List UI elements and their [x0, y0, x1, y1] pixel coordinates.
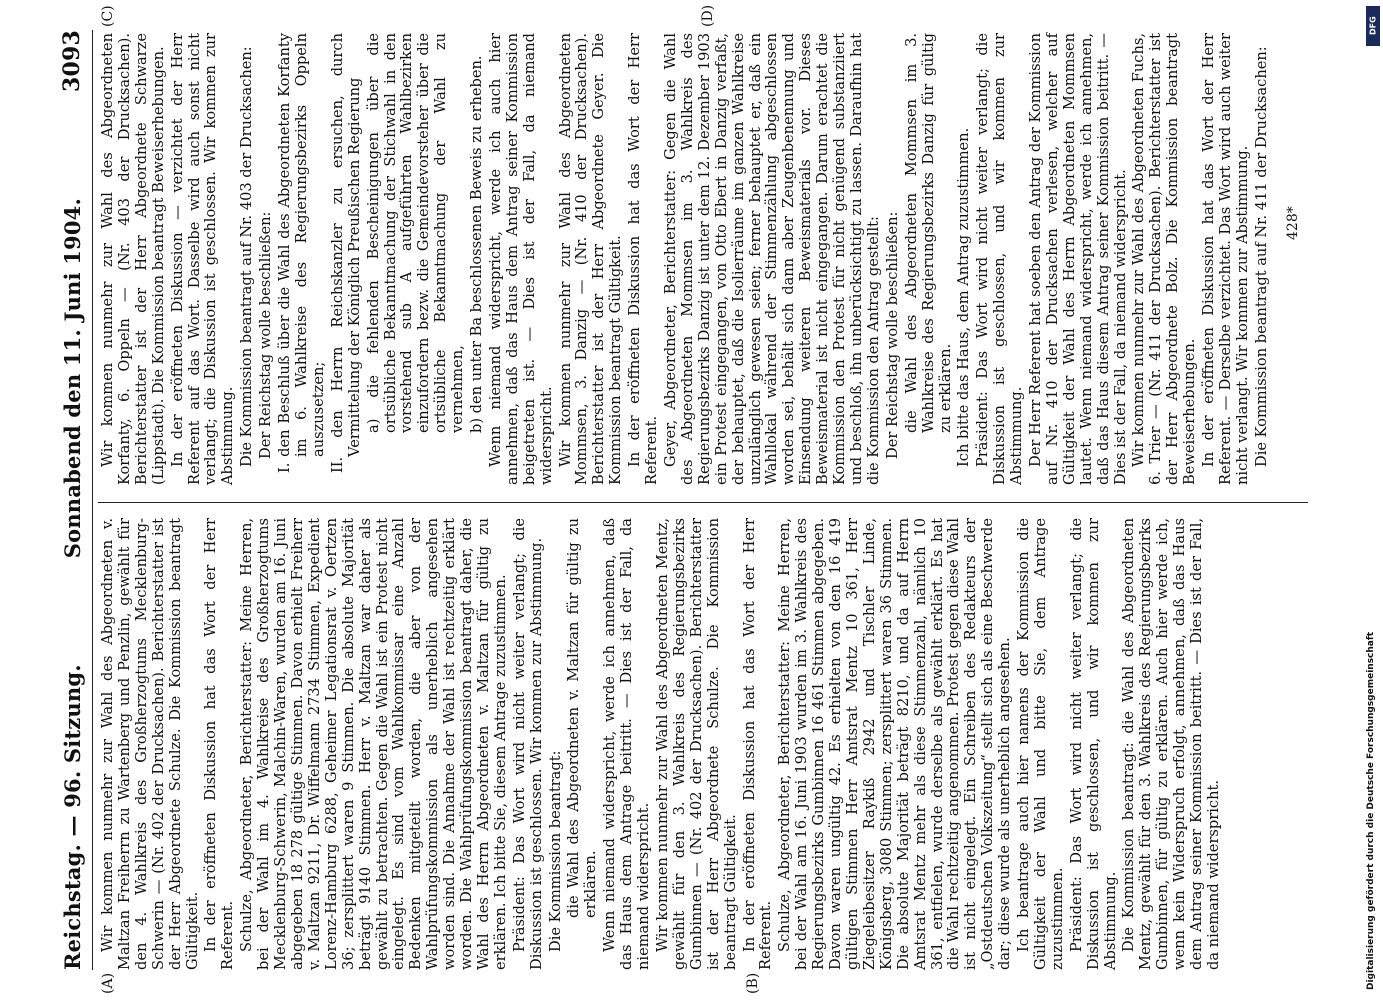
- paragraph: Wir kommen nunmehr zur Wahl des Abgeordneten v. Maltzan Freiherrn zu Wartenberg und Penzlin, gewählt für den 4. Wahlkreis des Großherzogtums Mecklenburg-Schwerin — (Nr. 402 der Drucksachen). Berichterstatter ist der Herr Abgeordnete Schulze. Die Kommission beantragt Gültigkeit.: [99, 518, 201, 970]
- paragraph: Schulze, Abgeordneter, Berichterstatter: Meine Herren, bei der Wahl am 16. Juni 1903 wurden im 3. Wahlkreis des Regierungsbezirks Gumbinnen 16 461 Stimmen abgegeben. Davon waren ungültig 42. Es erhielten von den 16 419 gültigen Stimmen Herr Amtsrat Mentz 10 361, Herr Ziegeleibesitzer Raykiß 2942 und Tischler Linde, Königsberg, 3080 Stimmen; zersplittert waren 36 Stimmen. Die absolute Majorität beträgt 8210, und da auf Herrn Amtsrat Mentz mehr als diese Stimmenzahl, nämlich 10 361, entfielen, wurde derselbe als gewählt erklärt. Es hat die Wahl rechtzeitig angenommen. Protest gegen diese Wahl ist nicht eingelegt. Ein Schreiben des Redakteurs der „Ostdeutschen Volkszeitung“ stellt sich als eine Beschwerde dar; diese wurde als unerheblich angesehen.: [776, 518, 1014, 970]
- digitization-credit: Digitalisierung gefördert durch die Deutsche Forschungsgemeinschaft: [1366, 631, 1376, 990]
- paragraph: In der eröffneten Diskussion hat das Wort der Herr Referent.: [626, 33, 661, 485]
- paragraph: Die Kommission beantragt:: [546, 750, 564, 952]
- margin-mark-a: (A): [100, 972, 116, 994]
- paragraph: Wenn niemand widerspricht, werde ich auch hier annehmen, daß das Haus dem Antrag seiner Kommission beigetreten ist. — Dies ist der Fall, da niemand widerspricht.: [486, 33, 555, 485]
- paragraph: Der Reichstag wolle beschließen:: [257, 211, 275, 459]
- paragraph: I. den Beschluß über die Wahl des Abgeordneten Korfanty im 6. Wahlkreise des Regierungsbezirks Oppeln auszusetzen;: [276, 33, 327, 473]
- page-number: 3093: [59, 30, 85, 93]
- paragraph: Der Reichstag wolle beschließen:: [883, 211, 901, 459]
- paragraph: Wir kommen nunmehr zur Wahl des Abgeordneten Mentz, gewählt für den 3. Wahlkreis des Regierungsbezirks Gumbinnen — (Nr. 402 der Drucksachen). Berichterstatter ist der Herr Abgeordnete Schulze. Die Kommission beantragt Gültigkeit.: [654, 518, 739, 970]
- paragraph: Schulze, Abgeordneter, Berichterstatter: Meine Herren, bei der Wahl im 4. Wahlkreise des Großherzogtums Mecklenburg-Schwerin, Malchin-Waren, wurden am 16. Juni abgegeben 18 278 gültige Stimmen. Davon erhielt Freiherr v. Maltzan 9211, Dr. Wiffelmann 2734 Stimmen, Expedient Lorenz-Hamburg 6288, Geheimer Legationsrat v. Oertzen 36; zersplittert waren 9 Stimmen. Die absolute Majorität beträgt 9140 Stimmen. Herr v. Maltzan war daher als gewählt zu betrachten. Gegen die Wahl ist ein Protest nicht eingelegt. Es sind vom Wahlkommissar eine Anzahl Bedenken mitgeteilt worden, die aber von der Wahlprüfungskommission als unerheblich angesehen worden sind. Die Annahme der Wahl ist rechtzeitig erklärt worden. Die Wahlprüfungskommission beantragt daher, die Wahl des Herrn Abgeordneten v. Maltzan für gültig zu erklären. Ich bitte Sie, diesem Antrage zuzustimmen.: [238, 518, 509, 970]
- margin-mark-b: (B): [745, 972, 761, 994]
- paragraph: Ich bitte das Haus, dem Antrag zuzustimmen.: [955, 127, 973, 467]
- right-column: [100, 33, 1273, 485]
- paragraph: Wenn niemand widerspricht, werde ich annehmen, daß das Haus dem Antrage beitritt. — Dies ist der Fall, da niemand widerspricht.: [601, 518, 653, 970]
- paragraph: Wir kommen nunmehr zur Wahl des Abgeordneten Mommsen, 3. Danzig — (Nr. 410 der Drucksachen). Berichterstatter ist der Herr Abgeordnete Geyer. Die Kommission beantragt Gültigkeit.: [556, 33, 625, 485]
- paragraph: Die Kommission beantragt: die Wahl des Abgeordneten Mentz, gewählt für den 3. Wahlkreis des Regierungsbezirks Gumbinnen, für gültig zu erklären. Auch hier werde ich, wenn kein Widerspruch erfolgt, annehmen, daß das Haus dem Antrag seiner Kommission beitritt. — Dies ist der Fall, da niemand widerspricht.: [1120, 518, 1222, 970]
- digitization-sidebar: [1366, 6, 1380, 1000]
- header-left: Reichstag. — 96. Sitzung.: [59, 664, 85, 970]
- signature-mark: 428*: [1285, 206, 1301, 240]
- header-rule: [92, 30, 93, 970]
- paragraph: a) die fehlenden Bescheinigungen über die ortsübliche Bekanntmachung der Stichwahl in den vorstehend sub A aufgeführten Wahlbezirken einzufordern bezw. die Gemeindevorsteher über die ortsübliche Bekanntmachung der Wahl zu vernehmen,: [364, 33, 467, 433]
- header-center: Sonnabend den 11. Juni 1904.: [59, 198, 85, 559]
- paragraph: Ich beantrage auch hier namens der Kommission die Gültigkeit der Wahl und bitte Sie, dem Antrage zuzustimmen.: [1015, 518, 1066, 970]
- paragraph: In der eröffneten Diskussion hat das Wort der Herr Referent.: [202, 518, 237, 970]
- paragraph: die Wahl des Abgeordneten Mommsen im 3. Wahlkreise des Regierungsbezirks Danzig für gültig zu erklären.: [902, 33, 954, 433]
- paragraph: Präsident: Das Wort wird nicht weiter verlangt; die Diskussion ist geschlossen. Wir kommen zur Abstimmung.: [510, 518, 545, 970]
- paragraph: Wir kommen nunmehr zur Wahl des Abgeordneten Korfanty, 6. Oppeln — (Nr. 403 der Drucksachen). Berichterstatter ist der Herr Abgeordnete Schwarze (Lippstadt). Die Kommission beantragt Beweiserhebungen.: [99, 33, 167, 485]
- page-header: [52, 30, 92, 970]
- dfg-logo: DFG: [1366, 6, 1380, 46]
- column-divider: [98, 502, 1308, 503]
- paragraph: Präsident: Das Wort wird nicht weiter verlangt; die Diskussion ist geschlossen, und wir kommen zur Abstimmung.: [974, 33, 1026, 485]
- paragraph: Die Kommission beantragt auf Nr. 403 der Drucksachen:: [238, 46, 256, 467]
- paragraph: die Wahl des Abgeordneten v. Maltzan für gültig zu erklären.: [565, 518, 600, 918]
- margin-mark-d: (D): [700, 4, 716, 27]
- paragraph: In der eröffneten Diskussion — verzichtet der Herr Referent auf das Wort. Dasselbe wird auch sonst nicht verlangt; die Diskussion ist geschlossen. Wir kommen zur Abstimmung.: [168, 33, 237, 485]
- paragraph: In der eröffneten Diskussion hat das Wort der Herr Referent.: [740, 518, 775, 970]
- paragraph: b) den unter Ba beschlossenen Beweis zu erheben.: [468, 55, 486, 433]
- paragraph: In der eröffneten Diskussion hat das Wort der Herr Referent. — Derselbe verzichtet. Das Wort wird auch weiter nicht verlangt. Wir kommen zur Abstimmung.: [1200, 33, 1251, 485]
- left-column: [100, 518, 1225, 970]
- paragraph: Wir kommen nunmehr zur Wahl des Abgeordneten Fuchs, 6. Trier — (Nr. 411 der Drucksachen). Berichterstatter ist der Herr Abgeordnete Bolz. Die Kommission beantragt Beweiserhebungen.: [1130, 33, 1199, 485]
- paragraph: Geyer, Abgeordneter, Berichterstatter: Gegen die Wahl des Abgeordneten Mommsen im 3. Wahlkreis des Regierungsbezirks Danzig ist unter dem 12. Dezember 1903 ein Protest eingegangen, von Otto Ebert in Danzig verfaßt, der behauptet, daß die Isolierräume im ganzen Wahlkreise unzulänglich gewesen seien; ferner behauptet er, daß ein Wahllokal während der Stimmenzählung abgeschlossen worden sei, behält sich dann aber Zeugenbenennung und Einsendung weiteren Beweismaterials vor. Dieses Beweismaterial ist nicht eingegangen. Darum erachtet die Kommission den Protest für nicht genügend substanziiert und beschloß, ihn unberücksichtigt zu lassen. Daraufhin hat die Kommission den Antrag gestellt:: [662, 33, 882, 485]
- margin-mark-c: (C): [100, 5, 116, 27]
- paragraph: Präsident: Das Wort wird nicht weiter verlangt; die Diskussion ist geschlossen, und wir kommen zur Abstimmung.: [1067, 518, 1119, 970]
- paragraph: Der Herr Referent hat soeben den Antrag der Kommission auf Nr. 410 der Drucksachen verlesen, welcher auf Gültigkeit der Wahl des Herrn Abgeordneten Mommsen lautet. Wenn niemand widerspricht, werde ich annehmen, daß das Haus diesem Antrag seiner Kommission beitritt. — Dies ist der Fall, da niemand widerspricht.: [1027, 33, 1129, 485]
- paragraph: Die Kommission beantragt auf Nr. 411 der Drucksachen:: [1252, 46, 1270, 467]
- paragraph: II. den Herrn Reichskanzler zu ersuchen, durch Vermittelung der Königlich Preußischen Regierung: [328, 33, 363, 473]
